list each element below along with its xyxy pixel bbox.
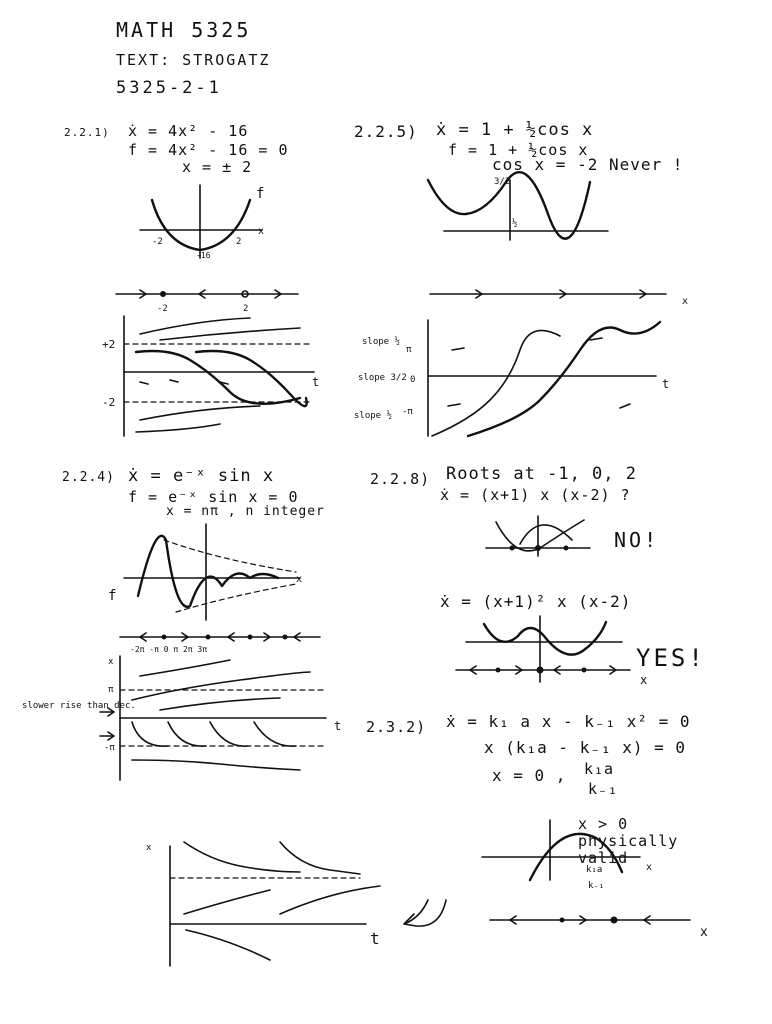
p232-phase-line [490,916,708,940]
note-arrow [100,732,114,740]
p228-x-label: x [640,673,648,687]
p221-xt-plot [102,316,319,436]
p225-half: ½ [512,219,518,229]
p221-neg16-label: -16 [196,251,211,260]
p225-three-half: 3/2 [494,177,511,187]
p224-damped-graph [108,524,302,620]
p224-ticks: -2π -π 0 π 2π 3π [130,645,208,654]
p225-cosine-graph [428,172,608,240]
p221-phase-line [116,290,298,314]
p224-negpi-label: -π [104,743,115,753]
p232-root-top: k₁a [586,865,603,875]
p232-parabola-graph [482,820,652,891]
p224-xt-plot [100,656,341,780]
p232-t-label: t [370,929,380,948]
p232-x-axis: x [146,843,152,853]
p225-xt-plot [354,320,669,436]
p228-no: NO! [614,528,660,552]
p221-eq1: ẋ = 4x² - 16 [128,122,249,140]
p228-phase-line [456,666,647,687]
p224-eq2: f = e⁻ˣ sin x = 0 [128,488,299,506]
course-title: MATH 5325 [116,18,252,42]
p225-slope1: slope ½ [362,337,400,347]
p221-f-label: f [256,186,265,202]
p224-f-label: f [108,588,117,604]
p224-eq1: ẋ = e⁻ˣ sin x [128,466,275,486]
p221-p2-label: +2 [102,338,116,351]
p225-eq2: f = 1 + ½cos x [448,141,589,159]
p224-phase-line [120,633,320,654]
p225-slope1b: π [406,345,412,355]
p232-eq2: x (k₁a - k₋₁ x) = 0 [484,738,687,757]
problem-2-2-1-label: 2.2.1) [64,126,110,139]
p228-roots: Roots at -1, 0, 2 [446,464,637,484]
stable-point [160,291,166,297]
p221-pl-neg2: -2 [157,304,168,314]
p232-root-bot: k₋₁ [588,881,605,891]
problem-2-2-8-label: 2.2.8) [370,470,431,488]
p225-t-label: t [662,377,670,391]
p224-note: slower rise than dec. [22,701,136,711]
p225-slope3b: -π [402,407,413,417]
p225-slope2: slope 3/2 [358,373,407,383]
textbook-label: TEXT: STROGATZ [116,51,271,69]
p232-frac-bot: k₋₁ [588,780,619,798]
p224-pi-label: π [108,685,114,695]
p228-guess-sketch [486,516,590,556]
p221-parabola-graph [140,185,264,260]
p224-eq3: x = nπ , n integer [166,504,325,519]
p225-x-label: x [682,296,689,307]
p232-xt-plot [146,842,446,966]
p221-t-label: t [312,375,320,389]
p221-x-label: x [258,226,265,237]
p224-t-label: t [334,719,342,733]
p221-eq2: f = 4x² - 16 = 0 [128,141,289,159]
p232-eq1: ẋ = k₁ a x - k₋₁ x² = 0 [446,712,691,731]
p221-neg2-label: -2 [152,237,163,247]
p232-eq3: x = 0 , [492,766,567,785]
p232-x-label: x [646,862,653,873]
p221-eq3: x = ± 2 [182,158,253,176]
p225-eq1: ẋ = 1 + ½cos x [436,120,594,140]
p232-frac-top: k₁a [584,760,615,778]
p225-slope3: slope ½ [354,411,392,421]
p232-note: x > 0 physically valid [578,815,679,867]
problem-2-2-4-label: 2.2.4) [62,470,115,485]
p232-x2-label: x [700,925,708,940]
p225-eq3: cos x = -2 Never ! [492,155,684,174]
p224-xaxis-label: x [108,657,114,667]
problem-2-3-2-label: 2.3.2) [366,718,427,736]
p228-answer: ẋ = (x+1)² x (x-2) [440,592,632,611]
problem-2-2-5-label: 2.2.5) [354,122,418,141]
p225-phase-line [430,290,688,307]
section-label: 5325-2-1 [116,78,222,98]
p225-slope2b: 0 [410,375,416,385]
p221-m2-label: -2 [102,396,116,409]
p228-guess: ẋ = (x+1) x (x-2) ? [440,486,631,504]
p224-x-label: x [296,574,303,585]
p221-pl-pos2: 2 [243,304,249,314]
curl-arrow [404,900,446,926]
p228-yes: YES! [636,644,706,672]
p221-pos2-label: 2 [236,237,242,247]
p228-answer-graph [466,616,622,682]
